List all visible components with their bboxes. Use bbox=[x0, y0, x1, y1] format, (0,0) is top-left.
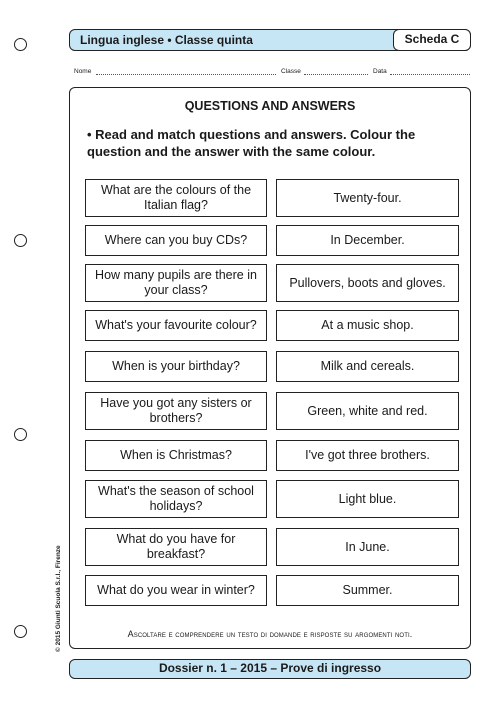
worksheet-panel bbox=[69, 87, 471, 649]
scheda-badge: Scheda C bbox=[393, 29, 471, 51]
answer-box[interactable]: Milk and cereals. bbox=[276, 351, 459, 382]
answer-box[interactable]: I've got three brothers. bbox=[276, 440, 459, 471]
question-box[interactable]: What do you have for breakfast? bbox=[85, 528, 267, 566]
answer-box[interactable]: In December. bbox=[276, 225, 459, 256]
header-bar bbox=[69, 29, 471, 51]
copyright-text: © 2015 Giunti Scuola S.r.l., Firenze bbox=[55, 545, 62, 652]
name-field[interactable] bbox=[96, 74, 276, 75]
question-box[interactable]: What's the season of school holidays? bbox=[85, 480, 267, 518]
date-label: Data bbox=[373, 68, 387, 75]
question-box[interactable]: Have you got any sisters or brothers? bbox=[85, 392, 267, 430]
binder-hole-upper-middle bbox=[14, 234, 27, 247]
question-box[interactable]: Where can you buy CDs? bbox=[85, 225, 267, 256]
answer-box[interactable]: Summer. bbox=[276, 575, 459, 606]
skill-note: Ascoltare e comprendere un testo di domande e risposte su argomenti noti. bbox=[127, 629, 413, 639]
answer-box[interactable]: Pullovers, boots and gloves. bbox=[276, 264, 459, 302]
answer-box[interactable]: Twenty-four. bbox=[276, 179, 459, 217]
name-label: Nome bbox=[74, 68, 92, 75]
question-box[interactable]: How many pupils are there in your class? bbox=[85, 264, 267, 302]
binder-hole-bottom bbox=[14, 625, 27, 638]
instruction-text: • Read and match questions and answers. Colour the question and the answer with the same colour. bbox=[87, 127, 416, 159]
binder-hole-top bbox=[14, 38, 27, 51]
student-info-row bbox=[74, 68, 474, 78]
question-box[interactable]: What do you wear in winter? bbox=[85, 575, 267, 606]
dossier-footer: Dossier n. 1 – 2015 – Prove di ingresso bbox=[69, 659, 471, 679]
question-box[interactable]: What's your favourite colour? bbox=[85, 310, 267, 341]
class-field[interactable] bbox=[304, 74, 368, 75]
question-box[interactable]: When is your birthday? bbox=[85, 351, 267, 382]
answer-box[interactable]: Green, white and red. bbox=[276, 392, 459, 430]
class-label: Classe bbox=[281, 68, 301, 75]
binder-hole-lower-middle bbox=[14, 428, 27, 441]
header-title: Lingua inglese • Classe quinta bbox=[80, 33, 253, 47]
answer-box[interactable]: Light blue. bbox=[276, 480, 459, 518]
date-field[interactable] bbox=[390, 74, 470, 75]
answer-box[interactable]: In June. bbox=[276, 528, 459, 566]
question-box[interactable]: What are the colours of the Italian flag? bbox=[85, 179, 267, 217]
worksheet-title: QUESTIONS AND ANSWERS bbox=[184, 99, 356, 113]
answer-box[interactable]: At a music shop. bbox=[276, 310, 459, 341]
question-box[interactable]: When is Christmas? bbox=[85, 440, 267, 471]
